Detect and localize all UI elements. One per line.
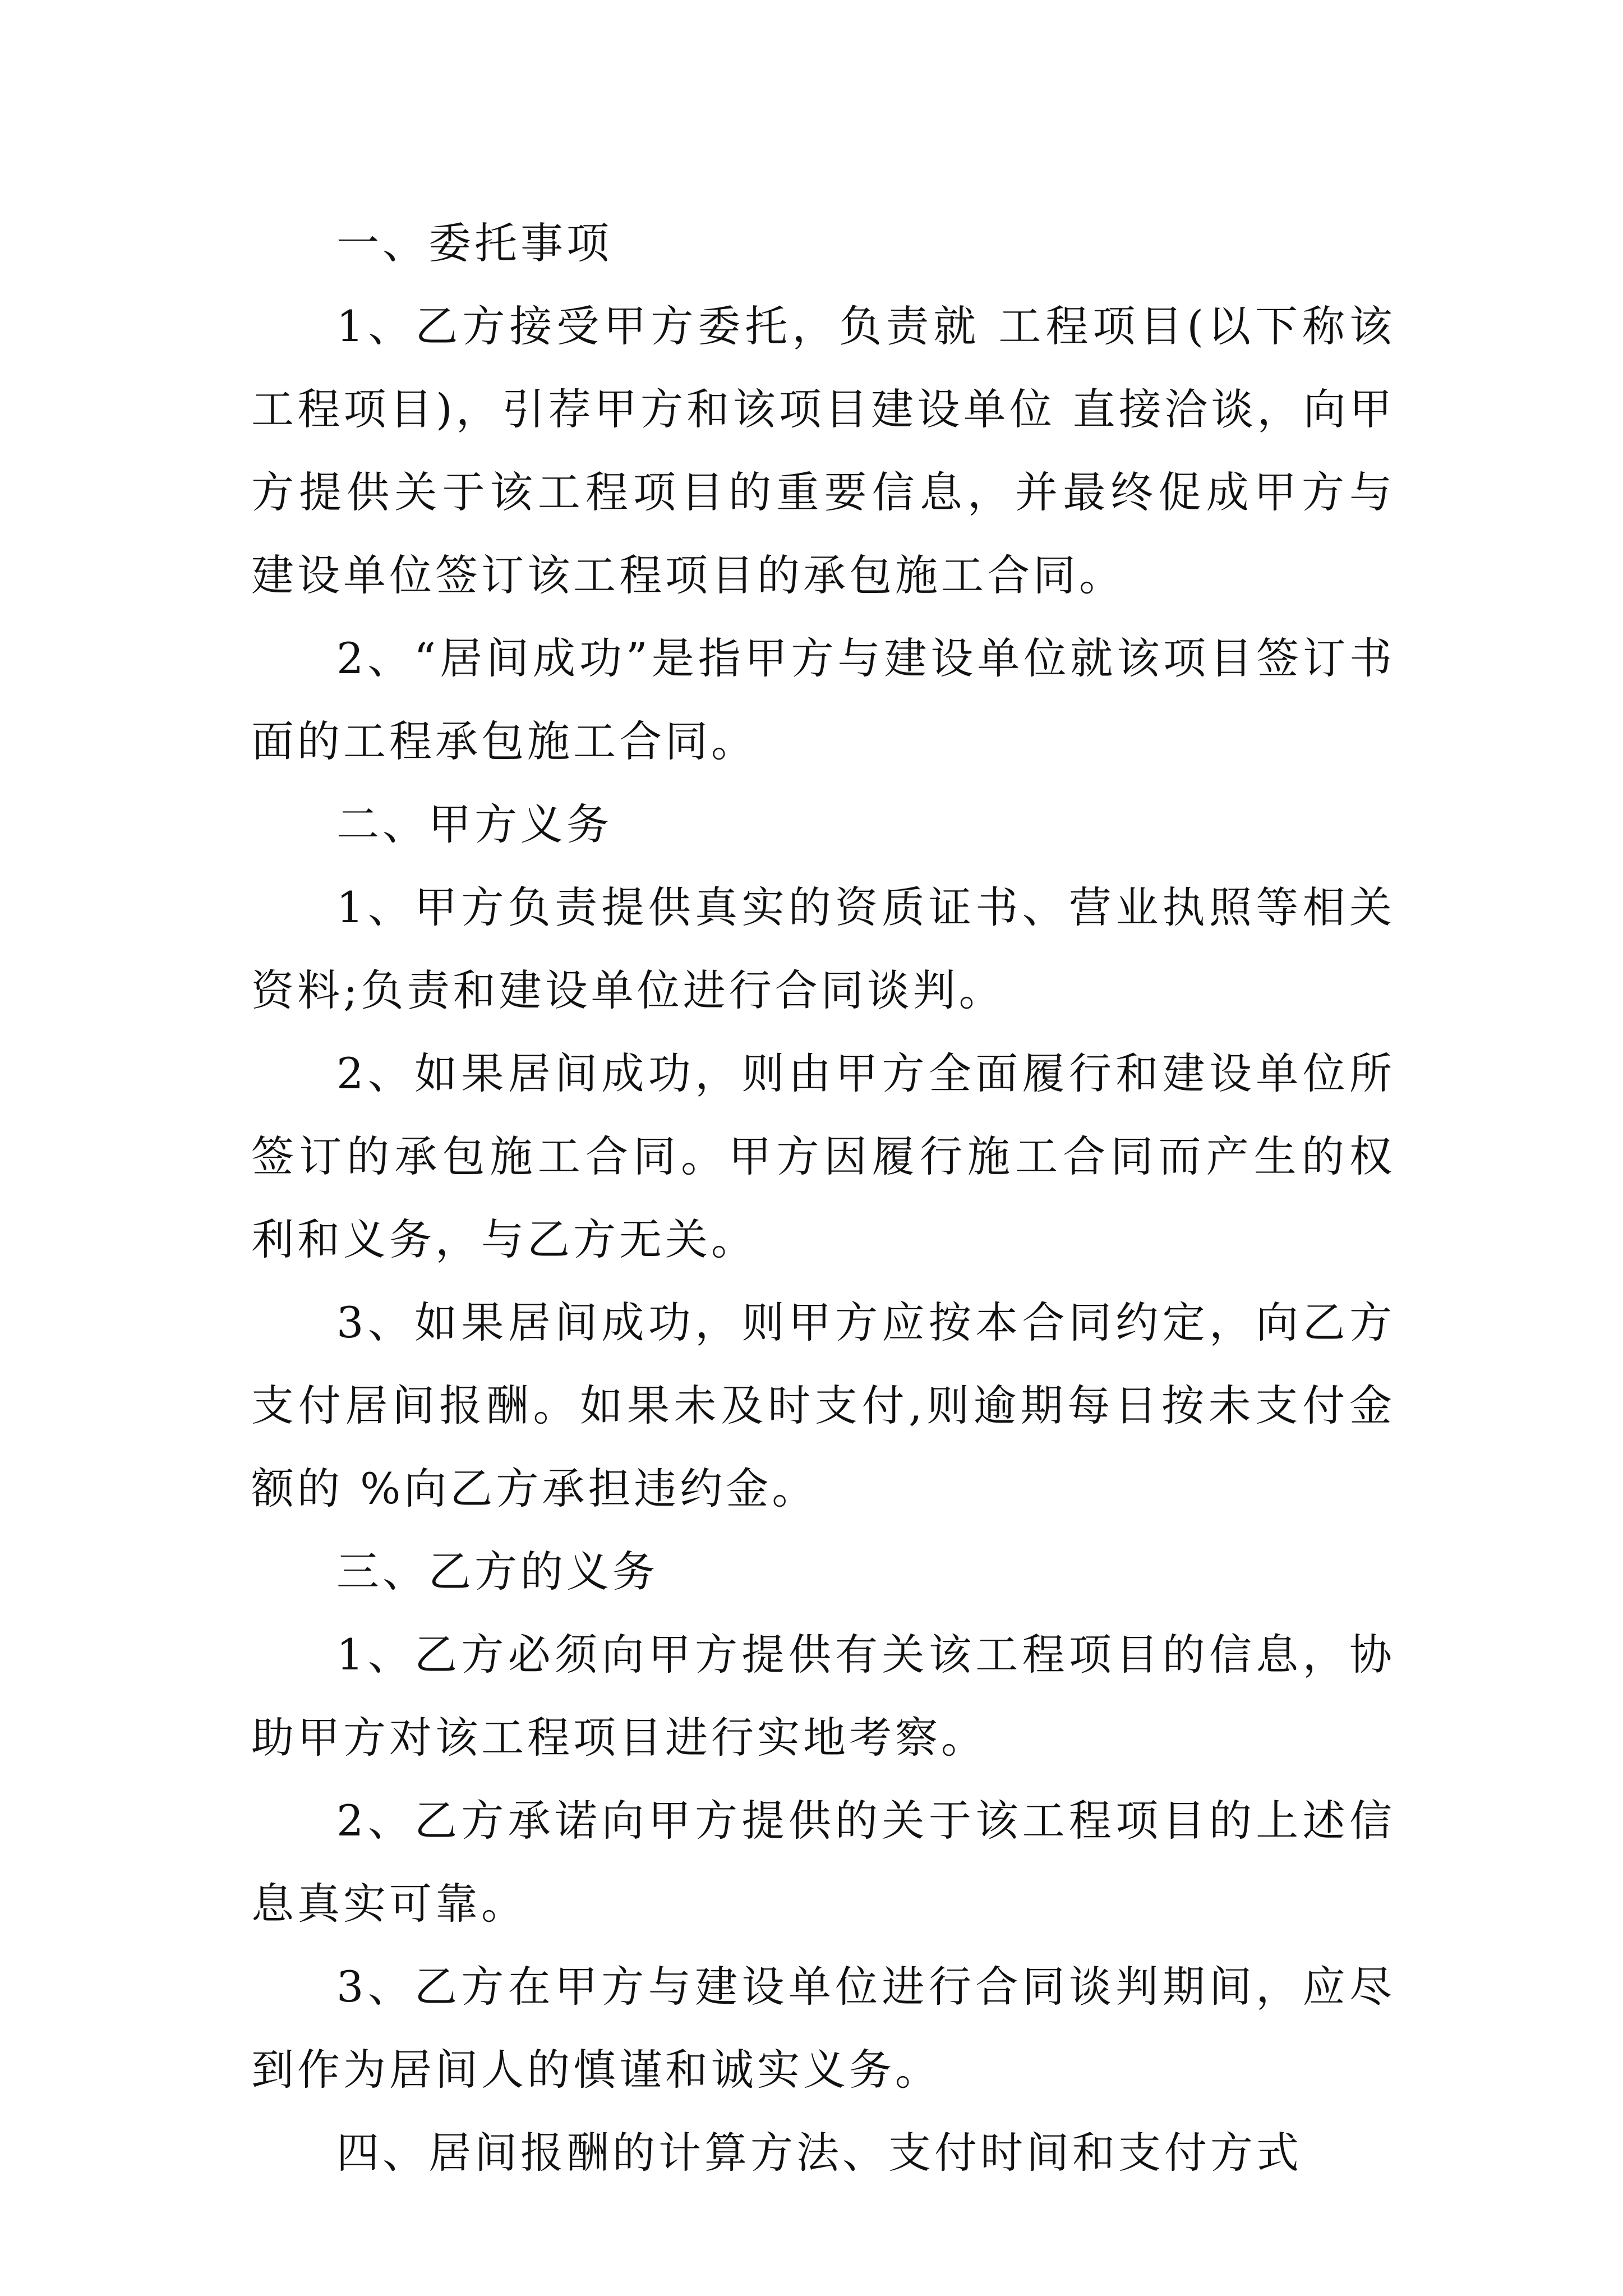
paragraph-party-b-item-3: 3、乙方在甲方与建设单位进行合同谈判期间，应尽到作为居间人的慎谨和诚实义务。 xyxy=(251,1962,1395,2095)
section-heading-commission-calculation: 四、居间报酬的计算方法、支付时间和支付方式 xyxy=(336,2128,1302,2178)
paragraph-party-b-item-2: 2、乙方承诺向甲方提供的关于该工程项目的上述信息真实可靠。 xyxy=(251,1796,1395,1929)
section-heading-party-b-obligations: 三、乙方的义务 xyxy=(336,1547,658,1596)
paragraph-party-a-item-1: 1、甲方负责提供真实的资质证书、营业执照等相关资料;负责和建设单位进行合同谈判。 xyxy=(251,882,1395,1015)
section-heading-entrusted-matters: 一、委托事项 xyxy=(336,218,612,268)
paragraph-entrusted-item-2: 2、“居间成功”是指甲方与建设单位就该项目签订书面的工程承包施工合同。 xyxy=(251,633,1395,766)
paragraph-party-b-item-1: 1、乙方必须向甲方提供有关该工程项目的信息，协助甲方对该工程项目进行实地考察。 xyxy=(251,1630,1395,1763)
section-heading-party-a-obligations: 二、甲方义务 xyxy=(336,799,612,849)
paragraph-entrusted-item-1: 1、乙方接受甲方委托，负责就 工程项目(以下称该工程项目)，引荐甲方和该项目建设单位 直接洽谈，向甲方提供关于该工程项目的重要信息，并最终促成甲方与建设单位签订该工程项目的承包施工合同。 xyxy=(251,301,1395,600)
paragraph-party-a-item-3: 3、如果居间成功，则甲方应按本合同约定，向乙方支付居间报酬。如果未及时支付,则逾期每日按未支付金额的 %向乙方承担违约金。 xyxy=(251,1297,1395,1513)
document-body xyxy=(251,202,1395,2194)
paragraph-party-a-item-2: 2、如果居间成功，则由甲方全面履行和建设单位所签订的承包施工合同。甲方因履行施工合同而产生的权利和义务，与乙方无关。 xyxy=(251,1048,1395,1264)
